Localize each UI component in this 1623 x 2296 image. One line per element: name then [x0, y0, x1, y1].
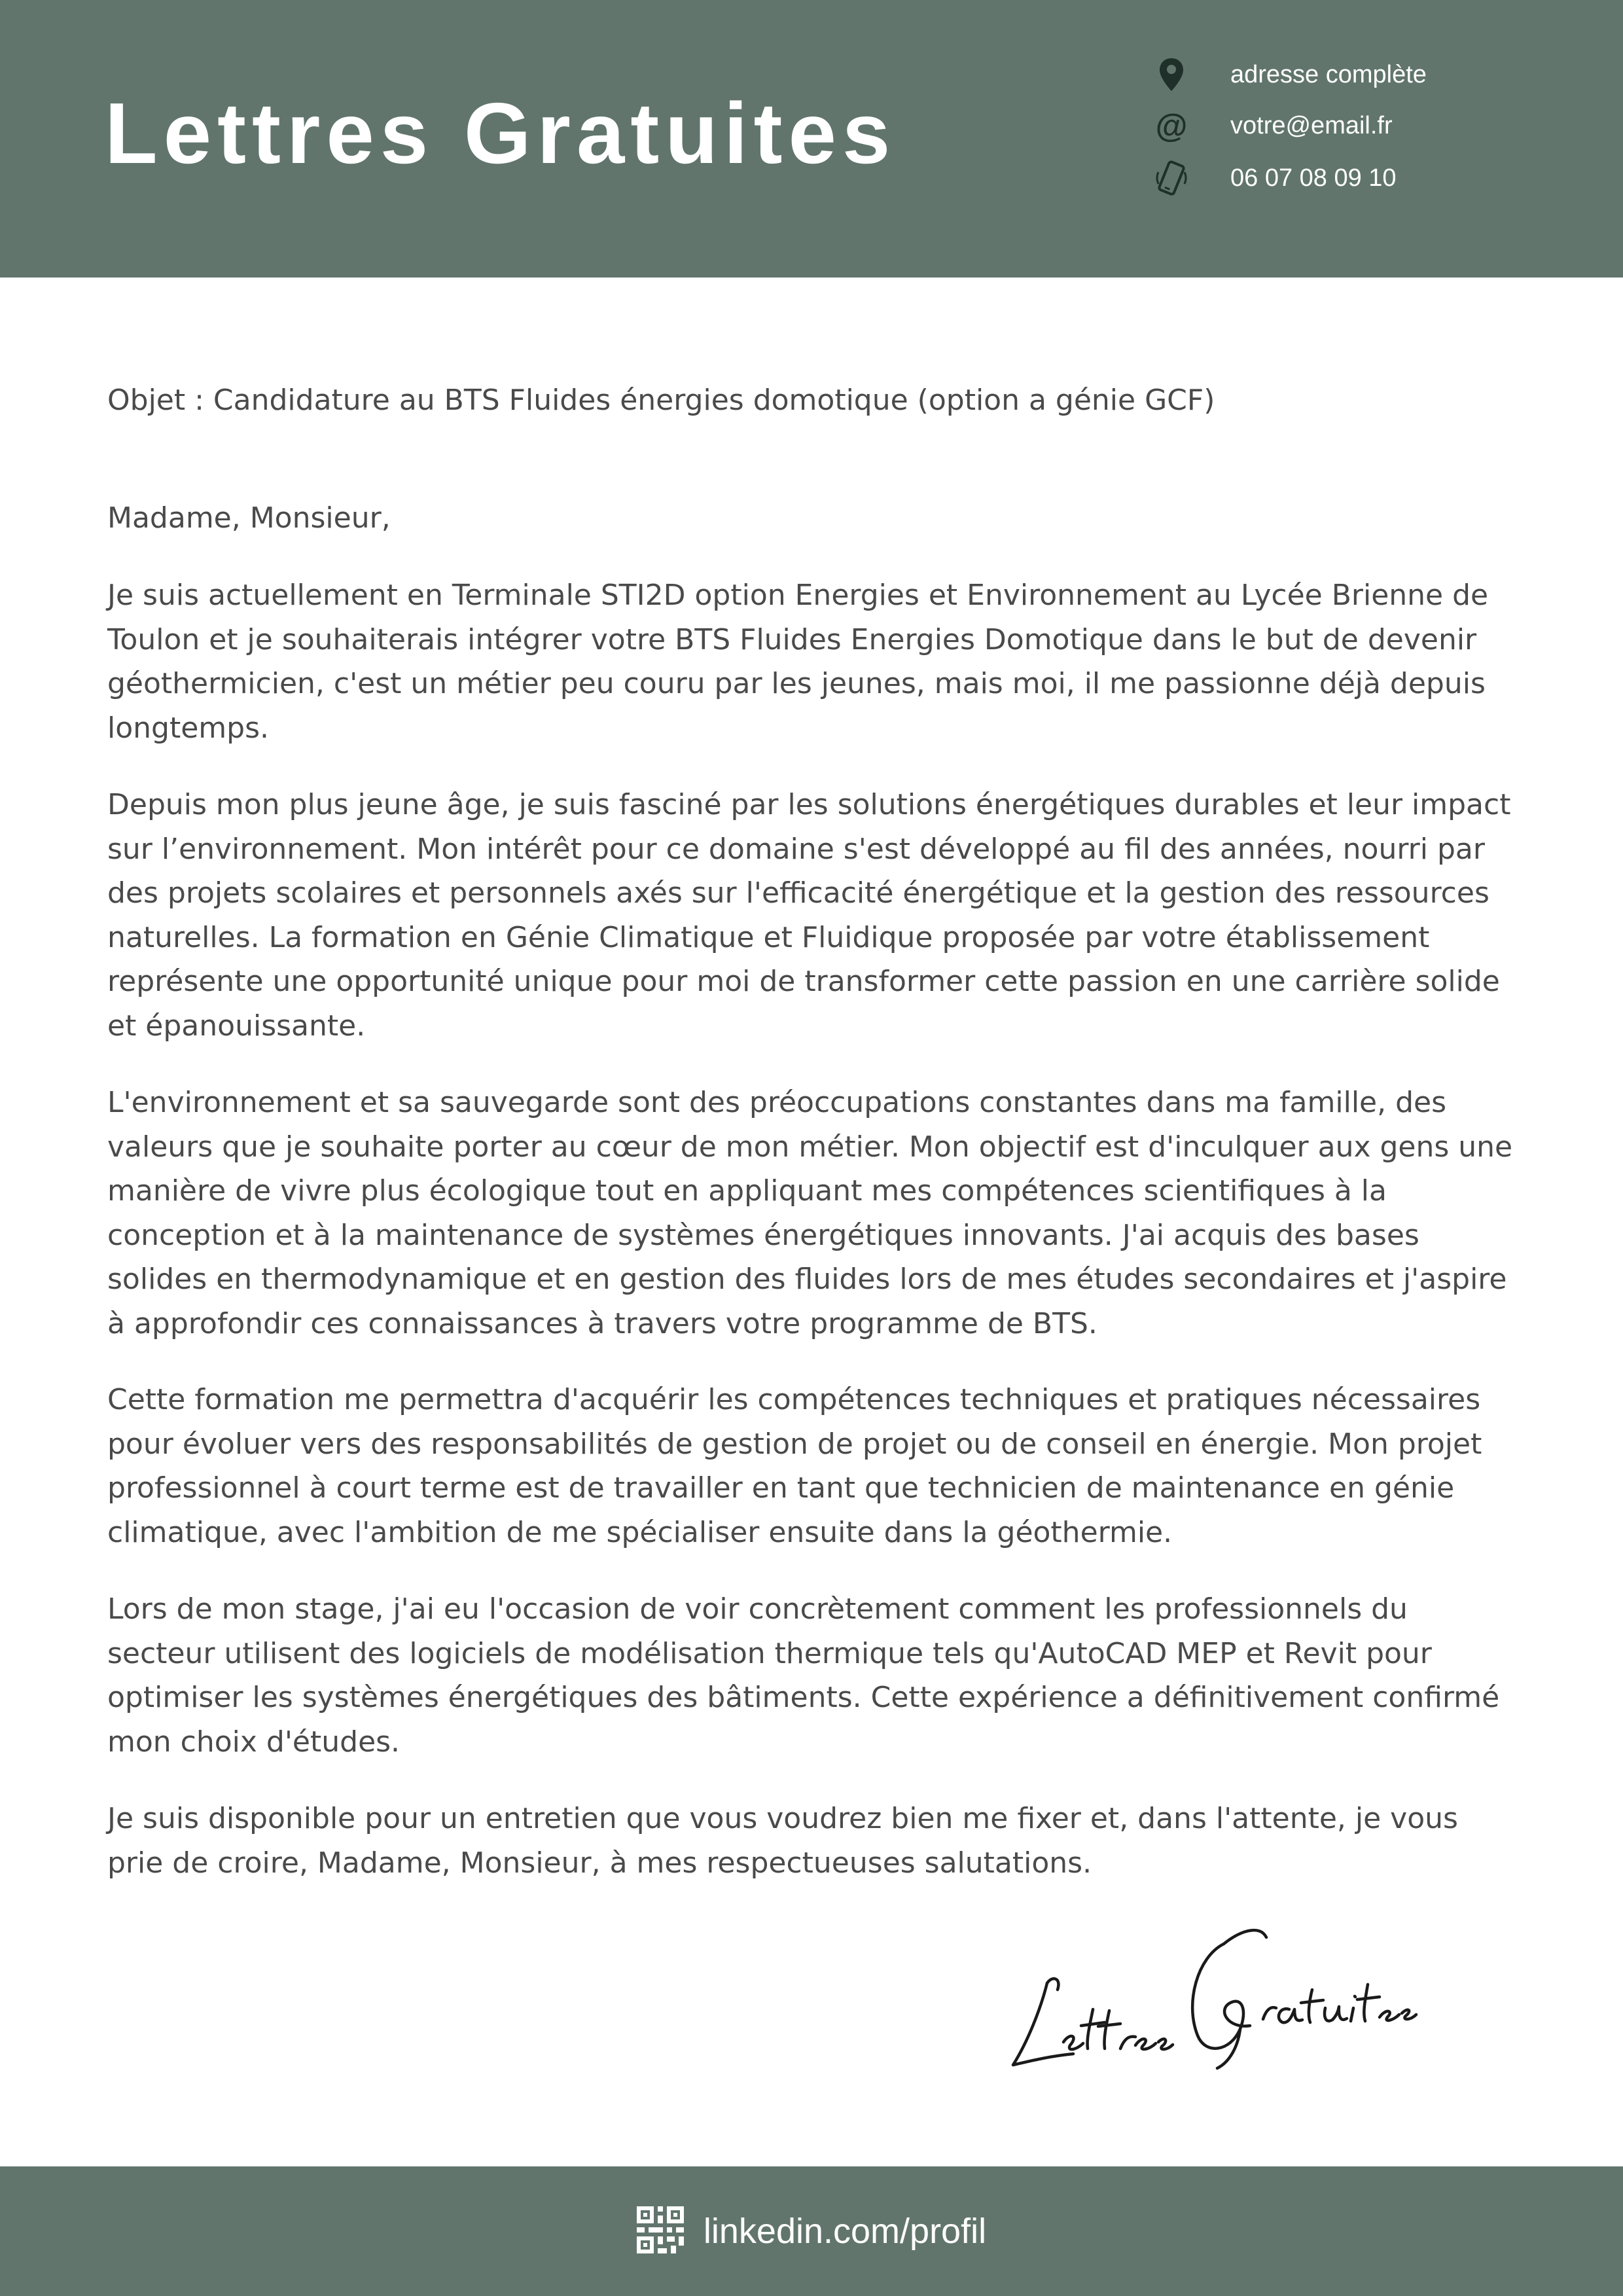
phone-text: 06 07 08 09 10 — [1230, 164, 1397, 192]
letter-paragraph: Cette formation me permettra d'acquérir les compétences techniques et pratiques nécessaires pour évoluer vers des responsabilités de gestion de projet ou de conseil en énergie. Mon projet professionnel à court terme est de travailler en tant que technicien de maintenance en génie climatique, avec l'ambition de me spécialiser ensuite dans la géothermie. — [107, 1383, 1482, 1549]
contact-email — [1152, 99, 1571, 152]
email-text[interactable]: votre@email.fr — [1230, 112, 1393, 139]
contact-phone — [1152, 152, 1571, 204]
location-pin-icon — [1152, 48, 1191, 101]
letter-paragraph: Je suis disponible pour un entretien que vous voudrez bien me fixer et, dans l'attente, je vous prie de croire, Madame, Monsieur, à mes respectueuses salutations. — [107, 1802, 1458, 1880]
letter-paragraph: Depuis mon plus jeune âge, je suis fasciné par les solutions énergétiques durables et leur impact sur l’environnement. Mon intérêt pour ce domaine s'est développé au fil des années, nourri par des projets scolaires et personnels axés sur l'efficacité énergétique et la gestion des ressources naturelles. La formation en Génie Climatique et Fluidique proposée par votre établissement représente une opportunité unique pour moi de transformer cette passion en une carrière solide et épanouissante. — [107, 788, 1511, 1043]
letter-paragraph: Lors de mon stage, j'ai eu l'occasion de voir concrètement comment les professionnels du secteur utilisent des logiciels de modélisation thermique tels qu'AutoCAD MEP et Revit pour optimiser les systèmes énergétiques des bâtiments. Cette expérience a définitivement confirmé mon choix d'études. — [107, 1592, 1500, 1759]
contact-address — [1152, 48, 1571, 101]
handwritten-signature — [1001, 1898, 1420, 2081]
letter-paragraph: Je suis actuellement en Terminale STI2D option Energies et Environnement au Lycée Brienne de Toulon et je souhaiterais intégrer votre BTS Fluides Energies Domotique dans le but de devenir géothermicien, c'est un métier peu couru par les jeunes, mais moi, il me passionne déjà depuis longtemps. — [107, 579, 1489, 745]
letter-salutation: Madame, Monsieur, — [107, 501, 391, 535]
qr-code-icon — [637, 2206, 684, 2256]
brand-title: Lettres Gratuites — [105, 85, 897, 181]
letter-subject: Objet : Candidature au BTS Fluides énergies domotique (option a génie GCF) — [107, 384, 1215, 417]
footer-banner — [0, 2166, 1623, 2296]
at-icon: @ — [1155, 107, 1188, 144]
linkedin-link[interactable]: linkedin.com/profil — [703, 2212, 987, 2251]
phone-icon — [1152, 152, 1191, 204]
letter-paragraph: L'environnement et sa sauvegarde sont des préoccupations constantes dans ma famille, des valeurs que je souhaite porter au cœur de mon métier. Mon objectif est d'inculquer aux gens une manière de vivre plus écologique tout en appliquant mes compétences scientifiques à la conception et à la maintenance de systèmes énergétiques innovants. J'ai acquis des bases solides en thermodynamique et en gestion des fluides lors de mes études secondaires et j'aspire à approfondir ces connaissances à travers votre programme de BTS. — [107, 1086, 1513, 1340]
address-text: adresse complète — [1230, 61, 1427, 88]
header-banner — [0, 0, 1623, 278]
